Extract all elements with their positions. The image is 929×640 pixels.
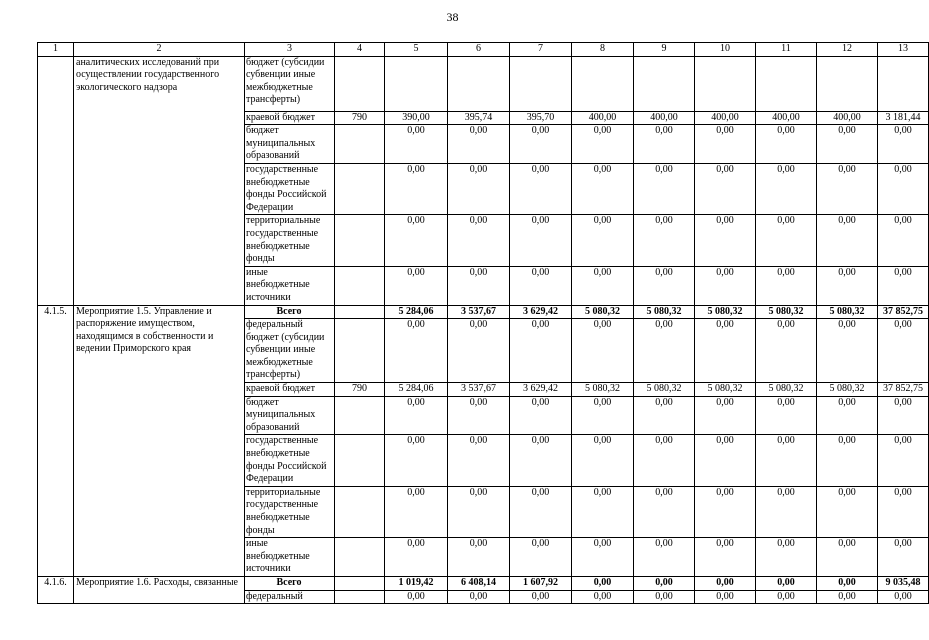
funding-source: бюджет (субсидии субвенции иные межбюджетные трансферты): [245, 56, 335, 111]
amount-cell: 400,00: [634, 111, 695, 125]
amount-cell: 0,00: [634, 319, 695, 383]
amount-cell: 37 852,75: [878, 383, 929, 397]
amount-cell: 0,00: [510, 435, 572, 486]
funding-source: Всего: [245, 305, 335, 319]
header-cell: 3: [245, 43, 335, 57]
amount-cell: 0,00: [817, 319, 878, 383]
amount-cell: 400,00: [817, 111, 878, 125]
amount-cell: 0,00: [385, 590, 448, 604]
amount-cell: 0,00: [695, 215, 756, 266]
amount-cell: 0,00: [878, 435, 929, 486]
amount-cell: 1 019,42: [385, 576, 448, 590]
item-name: аналитических исследований при осуществлении государственного экологического надзора: [74, 56, 245, 305]
amount-cell: 0,00: [878, 319, 929, 383]
budget-code: [335, 576, 385, 590]
header-cell: 8: [572, 43, 634, 57]
amount-cell: 0,00: [510, 266, 572, 305]
budget-code: [335, 435, 385, 486]
budget-code: [335, 396, 385, 435]
amount-cell: 0,00: [385, 319, 448, 383]
funding-source: бюджет муниципальных образований: [245, 396, 335, 435]
amount-cell: 0,00: [695, 125, 756, 164]
budget-code: [335, 319, 385, 383]
amount-cell: 0,00: [385, 396, 448, 435]
amount-cell: 0,00: [510, 163, 572, 214]
amount-cell: 5 080,32: [817, 383, 878, 397]
page-number: 38: [446, 10, 459, 24]
budget-code: [335, 56, 385, 111]
funding-source: иные внебюджетные источники: [245, 266, 335, 305]
budget-code: [335, 486, 385, 537]
amount-cell: 0,00: [878, 538, 929, 577]
amount-cell: 5 080,32: [695, 383, 756, 397]
amount-cell: [878, 56, 929, 111]
amount-cell: 0,00: [634, 435, 695, 486]
table-row: [38, 56, 929, 111]
amount-cell: [385, 56, 448, 111]
amount-cell: 0,00: [634, 590, 695, 604]
funding-source: федеральный бюджет (субсидии субвенции иные межбюджетные трансферты): [245, 319, 335, 383]
amount-cell: 0,00: [817, 486, 878, 537]
budget-code: [335, 163, 385, 214]
amount-cell: [756, 56, 817, 111]
amount-cell: [634, 56, 695, 111]
item-number: 4.1.6.: [38, 576, 74, 603]
amount-cell: 3 629,42: [510, 383, 572, 397]
amount-cell: [572, 56, 634, 111]
amount-cell: 0,00: [510, 538, 572, 577]
budget-code: [335, 305, 385, 319]
amount-cell: 3 537,67: [448, 383, 510, 397]
amount-cell: 0,00: [634, 266, 695, 305]
amount-cell: 0,00: [448, 396, 510, 435]
amount-cell: 0,00: [634, 486, 695, 537]
amount-cell: 0,00: [510, 590, 572, 604]
budget-code: 790: [335, 111, 385, 125]
funding-source: федеральный: [245, 590, 335, 604]
amount-cell: 0,00: [878, 125, 929, 164]
amount-cell: 0,00: [817, 215, 878, 266]
amount-cell: 0,00: [817, 396, 878, 435]
amount-cell: 0,00: [572, 125, 634, 164]
amount-cell: 0,00: [385, 538, 448, 577]
amount-cell: 0,00: [510, 125, 572, 164]
amount-cell: 0,00: [756, 435, 817, 486]
amount-cell: 0,00: [634, 396, 695, 435]
amount-cell: 395,74: [448, 111, 510, 125]
funding-source: Всего: [245, 576, 335, 590]
budget-code: 790: [335, 383, 385, 397]
header-cell: 2: [74, 43, 245, 57]
header-cell: 7: [510, 43, 572, 57]
amount-cell: 0,00: [572, 319, 634, 383]
amount-cell: 400,00: [695, 111, 756, 125]
amount-cell: 0,00: [756, 266, 817, 305]
amount-cell: 0,00: [756, 215, 817, 266]
funding-source: территориальные государственные внебюджетные фонды: [245, 215, 335, 266]
amount-cell: 0,00: [448, 486, 510, 537]
amount-cell: 0,00: [878, 266, 929, 305]
amount-cell: 0,00: [385, 125, 448, 164]
header-cell: 10: [695, 43, 756, 57]
amount-cell: 5 080,32: [756, 305, 817, 319]
amount-cell: 0,00: [572, 538, 634, 577]
header-cell: 4: [335, 43, 385, 57]
header-cell: 9: [634, 43, 695, 57]
amount-cell: 0,00: [510, 215, 572, 266]
amount-cell: 0,00: [695, 266, 756, 305]
amount-cell: 0,00: [695, 435, 756, 486]
budget-code: [335, 590, 385, 604]
amount-cell: 5 284,06: [385, 305, 448, 319]
amount-cell: 0,00: [572, 266, 634, 305]
amount-cell: 0,00: [756, 319, 817, 383]
amount-cell: 0,00: [817, 163, 878, 214]
amount-cell: [817, 56, 878, 111]
amount-cell: 0,00: [572, 163, 634, 214]
amount-cell: 0,00: [817, 435, 878, 486]
amount-cell: 0,00: [695, 576, 756, 590]
amount-cell: 0,00: [448, 125, 510, 164]
amount-cell: 0,00: [385, 486, 448, 537]
amount-cell: 0,00: [448, 590, 510, 604]
amount-cell: 0,00: [448, 319, 510, 383]
amount-cell: 3 181,44: [878, 111, 929, 125]
amount-cell: 5 080,32: [756, 383, 817, 397]
amount-cell: 0,00: [695, 538, 756, 577]
amount-cell: 0,00: [634, 163, 695, 214]
amount-cell: 0,00: [878, 590, 929, 604]
amount-cell: 0,00: [385, 215, 448, 266]
amount-cell: 0,00: [572, 590, 634, 604]
amount-cell: 5 080,32: [634, 305, 695, 319]
header-cell: 1: [38, 43, 74, 57]
amount-cell: 3 537,67: [448, 305, 510, 319]
amount-cell: 395,70: [510, 111, 572, 125]
amount-cell: 0,00: [634, 576, 695, 590]
amount-cell: 5 080,32: [572, 305, 634, 319]
amount-cell: 0,00: [756, 590, 817, 604]
amount-cell: 400,00: [756, 111, 817, 125]
funding-source: государственные внебюджетные фонды Российской Федерации: [245, 435, 335, 486]
amount-cell: 37 852,75: [878, 305, 929, 319]
amount-cell: 0,00: [817, 266, 878, 305]
amount-cell: [695, 56, 756, 111]
amount-cell: 0,00: [634, 538, 695, 577]
amount-cell: 0,00: [878, 163, 929, 214]
amount-cell: 0,00: [756, 486, 817, 537]
amount-cell: 0,00: [510, 396, 572, 435]
amount-cell: 0,00: [878, 486, 929, 537]
amount-cell: 390,00: [385, 111, 448, 125]
amount-cell: 0,00: [448, 435, 510, 486]
amount-cell: 3 629,42: [510, 305, 572, 319]
amount-cell: 0,00: [448, 266, 510, 305]
header-cell: 12: [817, 43, 878, 57]
amount-cell: 0,00: [756, 396, 817, 435]
item-name: Мероприятие 1.6. Расходы, связанные: [74, 576, 245, 603]
amount-cell: 0,00: [572, 396, 634, 435]
amount-cell: 0,00: [448, 538, 510, 577]
header-cell: 11: [756, 43, 817, 57]
amount-cell: 0,00: [817, 590, 878, 604]
header-cell: 5: [385, 43, 448, 57]
amount-cell: 0,00: [634, 215, 695, 266]
amount-cell: 0,00: [385, 163, 448, 214]
amount-cell: 5 080,32: [572, 383, 634, 397]
budget-code: [335, 266, 385, 305]
amount-cell: 5 284,06: [385, 383, 448, 397]
header-cell: 6: [448, 43, 510, 57]
amount-cell: 0,00: [634, 125, 695, 164]
amount-cell: 5 080,32: [817, 305, 878, 319]
item-name: Мероприятие 1.5. Управление и распоряжение имуществом, находящимся в собственности и ведении Приморского края: [74, 305, 245, 576]
amount-cell: 0,00: [756, 163, 817, 214]
amount-cell: 0,00: [385, 266, 448, 305]
item-number: 4.1.5.: [38, 305, 74, 576]
funding-source: краевой бюджет: [245, 111, 335, 125]
amount-cell: 0,00: [695, 319, 756, 383]
amount-cell: 6 408,14: [448, 576, 510, 590]
amount-cell: 0,00: [817, 125, 878, 164]
funding-source: государственные внебюджетные фонды Российской Федерации: [245, 163, 335, 214]
funding-source: иные внебюджетные источники: [245, 538, 335, 577]
amount-cell: 0,00: [695, 396, 756, 435]
budget-code: [335, 538, 385, 577]
header-cell: 13: [878, 43, 929, 57]
table-row: [38, 305, 929, 319]
amount-cell: 5 080,32: [695, 305, 756, 319]
amount-cell: 0,00: [695, 486, 756, 537]
funding-source: краевой бюджет: [245, 383, 335, 397]
amount-cell: 0,00: [385, 435, 448, 486]
amount-cell: [510, 56, 572, 111]
budget-code: [335, 215, 385, 266]
amount-cell: 0,00: [695, 590, 756, 604]
amount-cell: 0,00: [510, 319, 572, 383]
amount-cell: 5 080,32: [634, 383, 695, 397]
amount-cell: 0,00: [756, 125, 817, 164]
amount-cell: 0,00: [817, 538, 878, 577]
amount-cell: 0,00: [756, 538, 817, 577]
amount-cell: 0,00: [448, 163, 510, 214]
amount-cell: 0,00: [878, 396, 929, 435]
budget-code: [335, 125, 385, 164]
amount-cell: [448, 56, 510, 111]
amount-cell: 0,00: [756, 576, 817, 590]
table-row: [38, 576, 929, 590]
amount-cell: 0,00: [572, 215, 634, 266]
funding-source: территориальные государственные внебюджетные фонды: [245, 486, 335, 537]
amount-cell: 0,00: [572, 576, 634, 590]
amount-cell: 1 607,92: [510, 576, 572, 590]
item-number: [38, 56, 74, 305]
amount-cell: 0,00: [510, 486, 572, 537]
header-row: [38, 43, 929, 57]
amount-cell: 400,00: [572, 111, 634, 125]
amount-cell: 0,00: [572, 486, 634, 537]
amount-cell: 0,00: [817, 576, 878, 590]
amount-cell: 0,00: [448, 215, 510, 266]
amount-cell: 9 035,48: [878, 576, 929, 590]
funding-source: бюджет муниципальных образований: [245, 125, 335, 164]
amount-cell: 0,00: [695, 163, 756, 214]
budget-table: [37, 42, 929, 604]
amount-cell: 0,00: [878, 215, 929, 266]
amount-cell: 0,00: [572, 435, 634, 486]
